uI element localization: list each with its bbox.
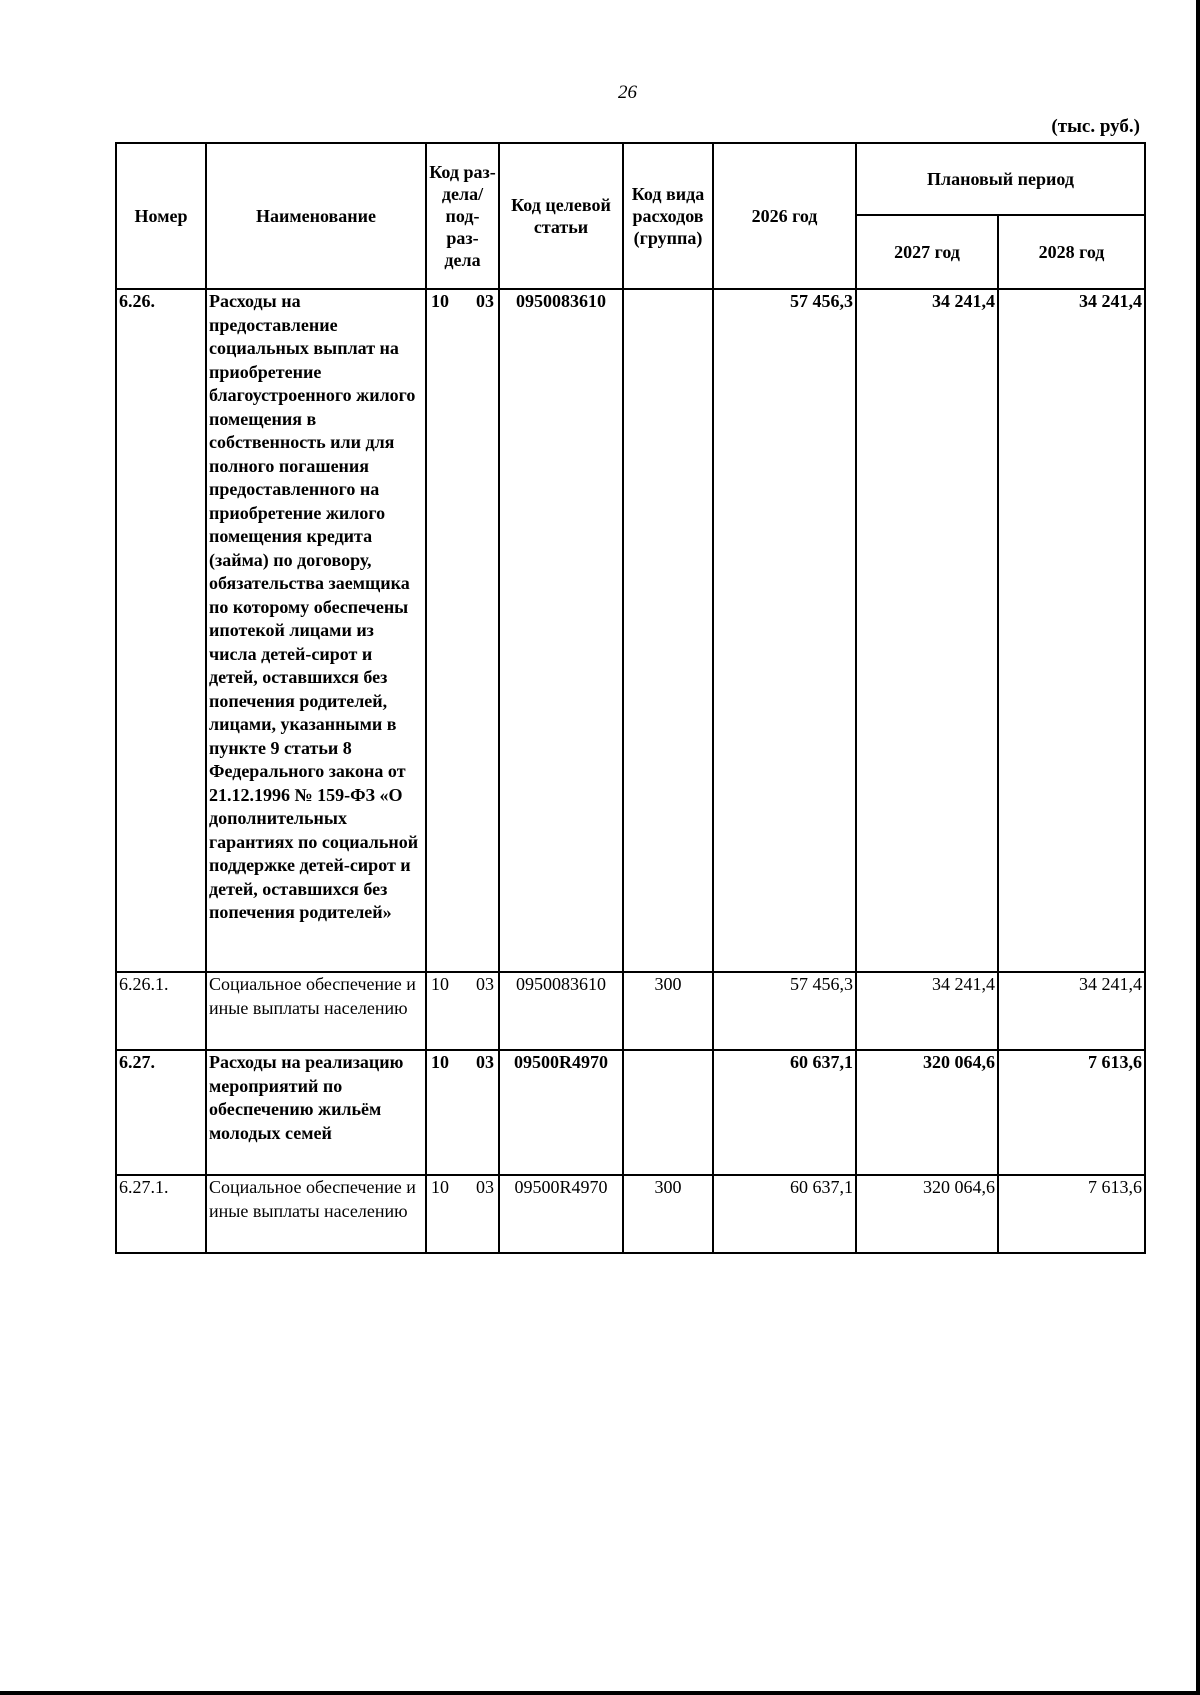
table-row: [116, 972, 1145, 1050]
table-row: [116, 1050, 1145, 1175]
section-code: 10: [431, 974, 449, 994]
row-expense-type: [623, 289, 713, 972]
row-2027: 34 241,4: [856, 289, 998, 972]
subsection-code: 03: [476, 1052, 494, 1072]
row-2028: 7 613,6: [998, 1175, 1145, 1253]
header-2028: 2028 год: [998, 215, 1145, 289]
header-name: Наименование: [206, 143, 426, 289]
section-code: 10: [431, 1052, 449, 1072]
row-section-code: [426, 289, 499, 972]
row-number: 6.27.1.: [116, 1175, 206, 1253]
section-code: 10: [431, 291, 449, 311]
header-target: Код целевой статьи: [499, 143, 623, 289]
row-2026: 60 637,1: [713, 1050, 856, 1175]
header-expense-type: Код вида расходов (группа): [623, 143, 713, 289]
row-2027: 320 064,6: [856, 1050, 998, 1175]
row-expense-type: 300: [623, 972, 713, 1050]
row-2028: 7 613,6: [998, 1050, 1145, 1175]
row-2026: 57 456,3: [713, 289, 856, 972]
row-2028: 34 241,4: [998, 289, 1145, 972]
row-name: Расходы на реализацию мероприятий по обеспечению жильём молодых семей: [206, 1050, 426, 1175]
row-section-code: [426, 1175, 499, 1253]
header-section: Код раз- дела/ под- раз- дела: [426, 143, 499, 289]
row-name: Расходы на предоставление социальных выплат на приобретение благоустроенного жилого помещения в собственность или для полного погашения предоставленного на приобретение жилого помещения кредита (займа) по договору, обязательства заемщика по которому обеспечены ипотекой лицами из числа детей-сирот и детей, оставшихся без попечения родителей, лицами, указанными в пункте 9 статьи 8 Федерального закона от 21.12.1996 № 159-ФЗ «О дополнительных гарантиях по социальной поддержке детей-сирот и детей, оставшихся без попечения родителей»: [206, 289, 426, 972]
row-section-code: [426, 972, 499, 1050]
header-number: Номер: [116, 143, 206, 289]
table-row: [116, 1175, 1145, 1253]
row-section-code: [426, 1050, 499, 1175]
row-2027: 320 064,6: [856, 1175, 998, 1253]
row-name: Социальное обеспечение и иные выплаты населению: [206, 1175, 426, 1253]
subsection-code: 03: [476, 974, 494, 994]
row-target-code: 0950083610: [499, 289, 623, 972]
header-2026: 2026 год: [713, 143, 856, 289]
row-number: 6.26.1.: [116, 972, 206, 1050]
row-2026: 57 456,3: [713, 972, 856, 1050]
header-planning-period: Плановый период: [856, 143, 1145, 215]
row-2027: 34 241,4: [856, 972, 998, 1050]
units-label: (тыс. руб.): [1051, 116, 1140, 137]
row-target-code: 09500R4970: [499, 1175, 623, 1253]
row-number: 6.26.: [116, 289, 206, 972]
row-2028: 34 241,4: [998, 972, 1145, 1050]
subsection-code: 03: [476, 291, 494, 311]
scan-edge-bottom: [0, 1691, 1200, 1695]
row-number: 6.27.: [116, 1050, 206, 1175]
section-code: 10: [431, 1177, 449, 1197]
row-2026: 60 637,1: [713, 1175, 856, 1253]
row-name: Социальное обеспечение и иные выплаты населению: [206, 972, 426, 1050]
subsection-code: 03: [476, 1177, 494, 1197]
row-expense-type: 300: [623, 1175, 713, 1253]
row-expense-type: [623, 1050, 713, 1175]
scan-edge-right: [1196, 0, 1200, 1695]
row-target-code: 09500R4970: [499, 1050, 623, 1175]
page-number: 26: [618, 82, 637, 103]
budget-table: [115, 142, 1146, 1254]
table-row: [116, 289, 1145, 972]
row-target-code: 0950083610: [499, 972, 623, 1050]
header-2027: 2027 год: [856, 215, 998, 289]
